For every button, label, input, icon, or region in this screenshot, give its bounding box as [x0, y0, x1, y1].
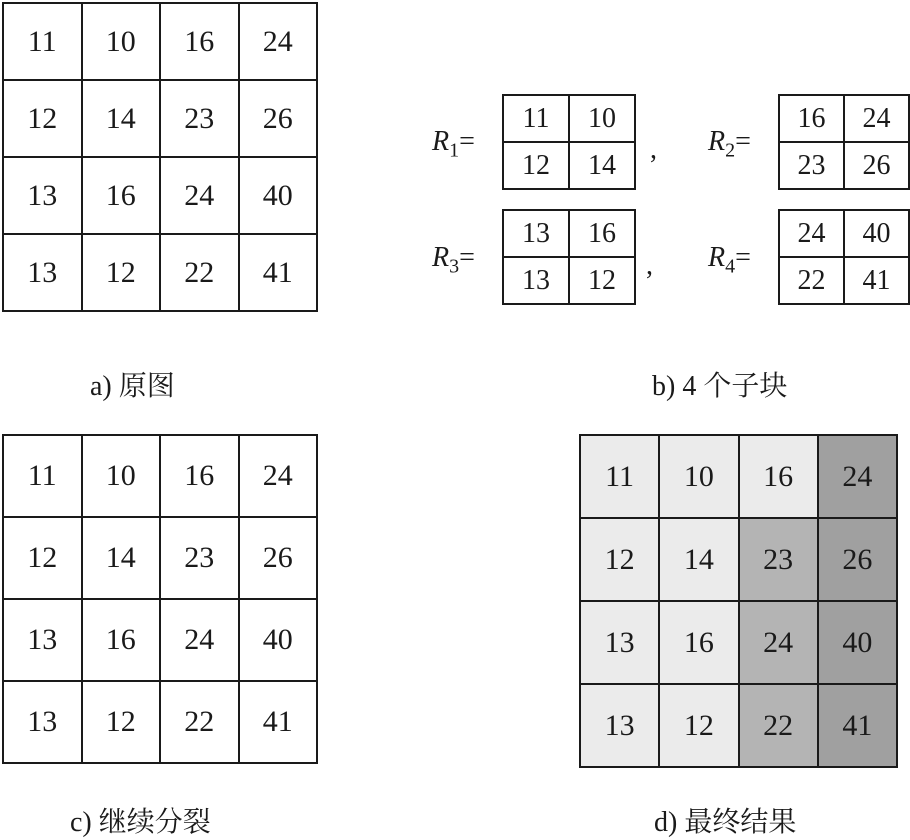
grid-cell: 13	[580, 601, 659, 684]
grid-cell: 13	[3, 599, 82, 681]
grid-cell: 13	[580, 684, 659, 767]
label-r4	[708, 242, 751, 279]
label-r1	[432, 126, 475, 163]
grid-cell: 13	[3, 234, 82, 311]
subblock-r3	[502, 209, 636, 305]
grid-cell: 26	[239, 517, 318, 599]
grid-cell: 12	[580, 518, 659, 601]
grid-cell: 41	[844, 257, 909, 304]
grid-cell: 12	[503, 142, 569, 189]
split-grid	[2, 434, 318, 764]
grid-cell: 22	[739, 684, 818, 767]
grid-cell: 16	[82, 157, 161, 234]
grid-cell: 12	[82, 681, 161, 763]
subblock-r1	[502, 94, 636, 190]
grid-cell: 23	[160, 80, 239, 157]
label-r1-var: R	[432, 126, 450, 157]
grid-cell: 13	[3, 681, 82, 763]
grid-cell: 40	[844, 210, 909, 257]
grid-cell: 16	[569, 210, 635, 257]
grid-cell: 22	[779, 257, 844, 304]
grid-row	[3, 517, 317, 599]
caption-c: c) 继续分裂	[70, 807, 211, 838]
label-r4-sub: 4	[725, 255, 736, 278]
grid-cell: 24	[739, 601, 818, 684]
grid-row	[3, 681, 317, 763]
grid-cell: 13	[503, 257, 569, 304]
grid-cell: 26	[818, 518, 897, 601]
label-r3-sub: 3	[449, 255, 460, 278]
grid-row	[3, 157, 317, 234]
label-r4-var: R	[708, 242, 726, 273]
grid-cell: 14	[569, 142, 635, 189]
grid-cell: 23	[739, 518, 818, 601]
grid-cell: 16	[779, 95, 844, 142]
grid-cell: 10	[82, 435, 161, 517]
grid-cell: 24	[844, 95, 909, 142]
grid-cell: 16	[82, 599, 161, 681]
grid-cell: 41	[818, 684, 897, 767]
grid-cell: 13	[503, 210, 569, 257]
grid-cell: 16	[659, 601, 738, 684]
grid-row	[779, 257, 909, 304]
caption-b: b) 4 个子块	[652, 371, 788, 402]
grid-cell: 12	[82, 234, 161, 311]
grid-cell: 10	[82, 3, 161, 80]
grid-cell: 26	[844, 142, 909, 189]
grid-cell: 41	[239, 681, 318, 763]
caption-d: d) 最终结果	[654, 807, 797, 838]
grid-cell: 11	[3, 435, 82, 517]
grid-cell: 16	[739, 435, 818, 518]
grid-cell: 10	[569, 95, 635, 142]
grid-cell: 40	[239, 157, 318, 234]
grid-row	[503, 142, 635, 189]
grid-cell: 40	[239, 599, 318, 681]
subblock-r2	[778, 94, 910, 190]
grid-cell: 12	[3, 80, 82, 157]
grid-cell: 24	[779, 210, 844, 257]
grid-row	[580, 684, 897, 767]
grid-row	[503, 210, 635, 257]
grid-row	[3, 80, 317, 157]
grid-cell: 14	[82, 80, 161, 157]
grid-cell: 12	[3, 517, 82, 599]
grid-cell: 14	[659, 518, 738, 601]
grid-cell: 24	[239, 435, 318, 517]
label-r2-sub: 2	[725, 139, 736, 162]
label-r3-var: R	[432, 242, 450, 273]
result-grid	[579, 434, 898, 768]
grid-row	[503, 257, 635, 304]
grid-row	[580, 601, 897, 684]
grid-cell: 16	[160, 3, 239, 80]
grid-row	[3, 599, 317, 681]
grid-cell: 16	[160, 435, 239, 517]
grid-cell: 11	[503, 95, 569, 142]
label-r4-eq: =	[735, 242, 751, 273]
grid-cell: 22	[160, 681, 239, 763]
comma-r1: ,	[650, 134, 657, 165]
grid-row	[580, 518, 897, 601]
grid-cell: 13	[3, 157, 82, 234]
grid-cell: 23	[779, 142, 844, 189]
label-r1-sub: 1	[449, 139, 460, 162]
grid-cell: 10	[659, 435, 738, 518]
grid-cell: 23	[160, 517, 239, 599]
label-r3-eq: =	[459, 242, 475, 273]
label-r1-eq: =	[459, 126, 475, 157]
grid-row	[3, 435, 317, 517]
label-r2-eq: =	[735, 126, 751, 157]
grid-row	[503, 95, 635, 142]
caption-a: a) 原图	[90, 371, 175, 402]
grid-cell: 22	[160, 234, 239, 311]
subblock-r4	[778, 209, 910, 305]
grid-cell: 24	[160, 599, 239, 681]
grid-cell: 12	[659, 684, 738, 767]
grid-cell: 24	[818, 435, 897, 518]
grid-cell: 14	[82, 517, 161, 599]
grid-row	[779, 142, 909, 189]
grid-row	[3, 3, 317, 80]
label-r2	[708, 126, 751, 163]
grid-cell: 11	[3, 3, 82, 80]
grid-cell: 41	[239, 234, 318, 311]
grid-row	[3, 234, 317, 311]
grid-cell: 12	[569, 257, 635, 304]
grid-cell: 24	[160, 157, 239, 234]
original-grid	[2, 2, 318, 312]
grid-cell: 11	[580, 435, 659, 518]
grid-cell: 24	[239, 3, 318, 80]
label-r2-var: R	[708, 126, 726, 157]
label-r3	[432, 242, 475, 279]
grid-row	[779, 95, 909, 142]
comma-r3: ,	[646, 250, 653, 281]
grid-cell: 26	[239, 80, 318, 157]
grid-cell: 40	[818, 601, 897, 684]
grid-row	[580, 435, 897, 518]
grid-row	[779, 210, 909, 257]
